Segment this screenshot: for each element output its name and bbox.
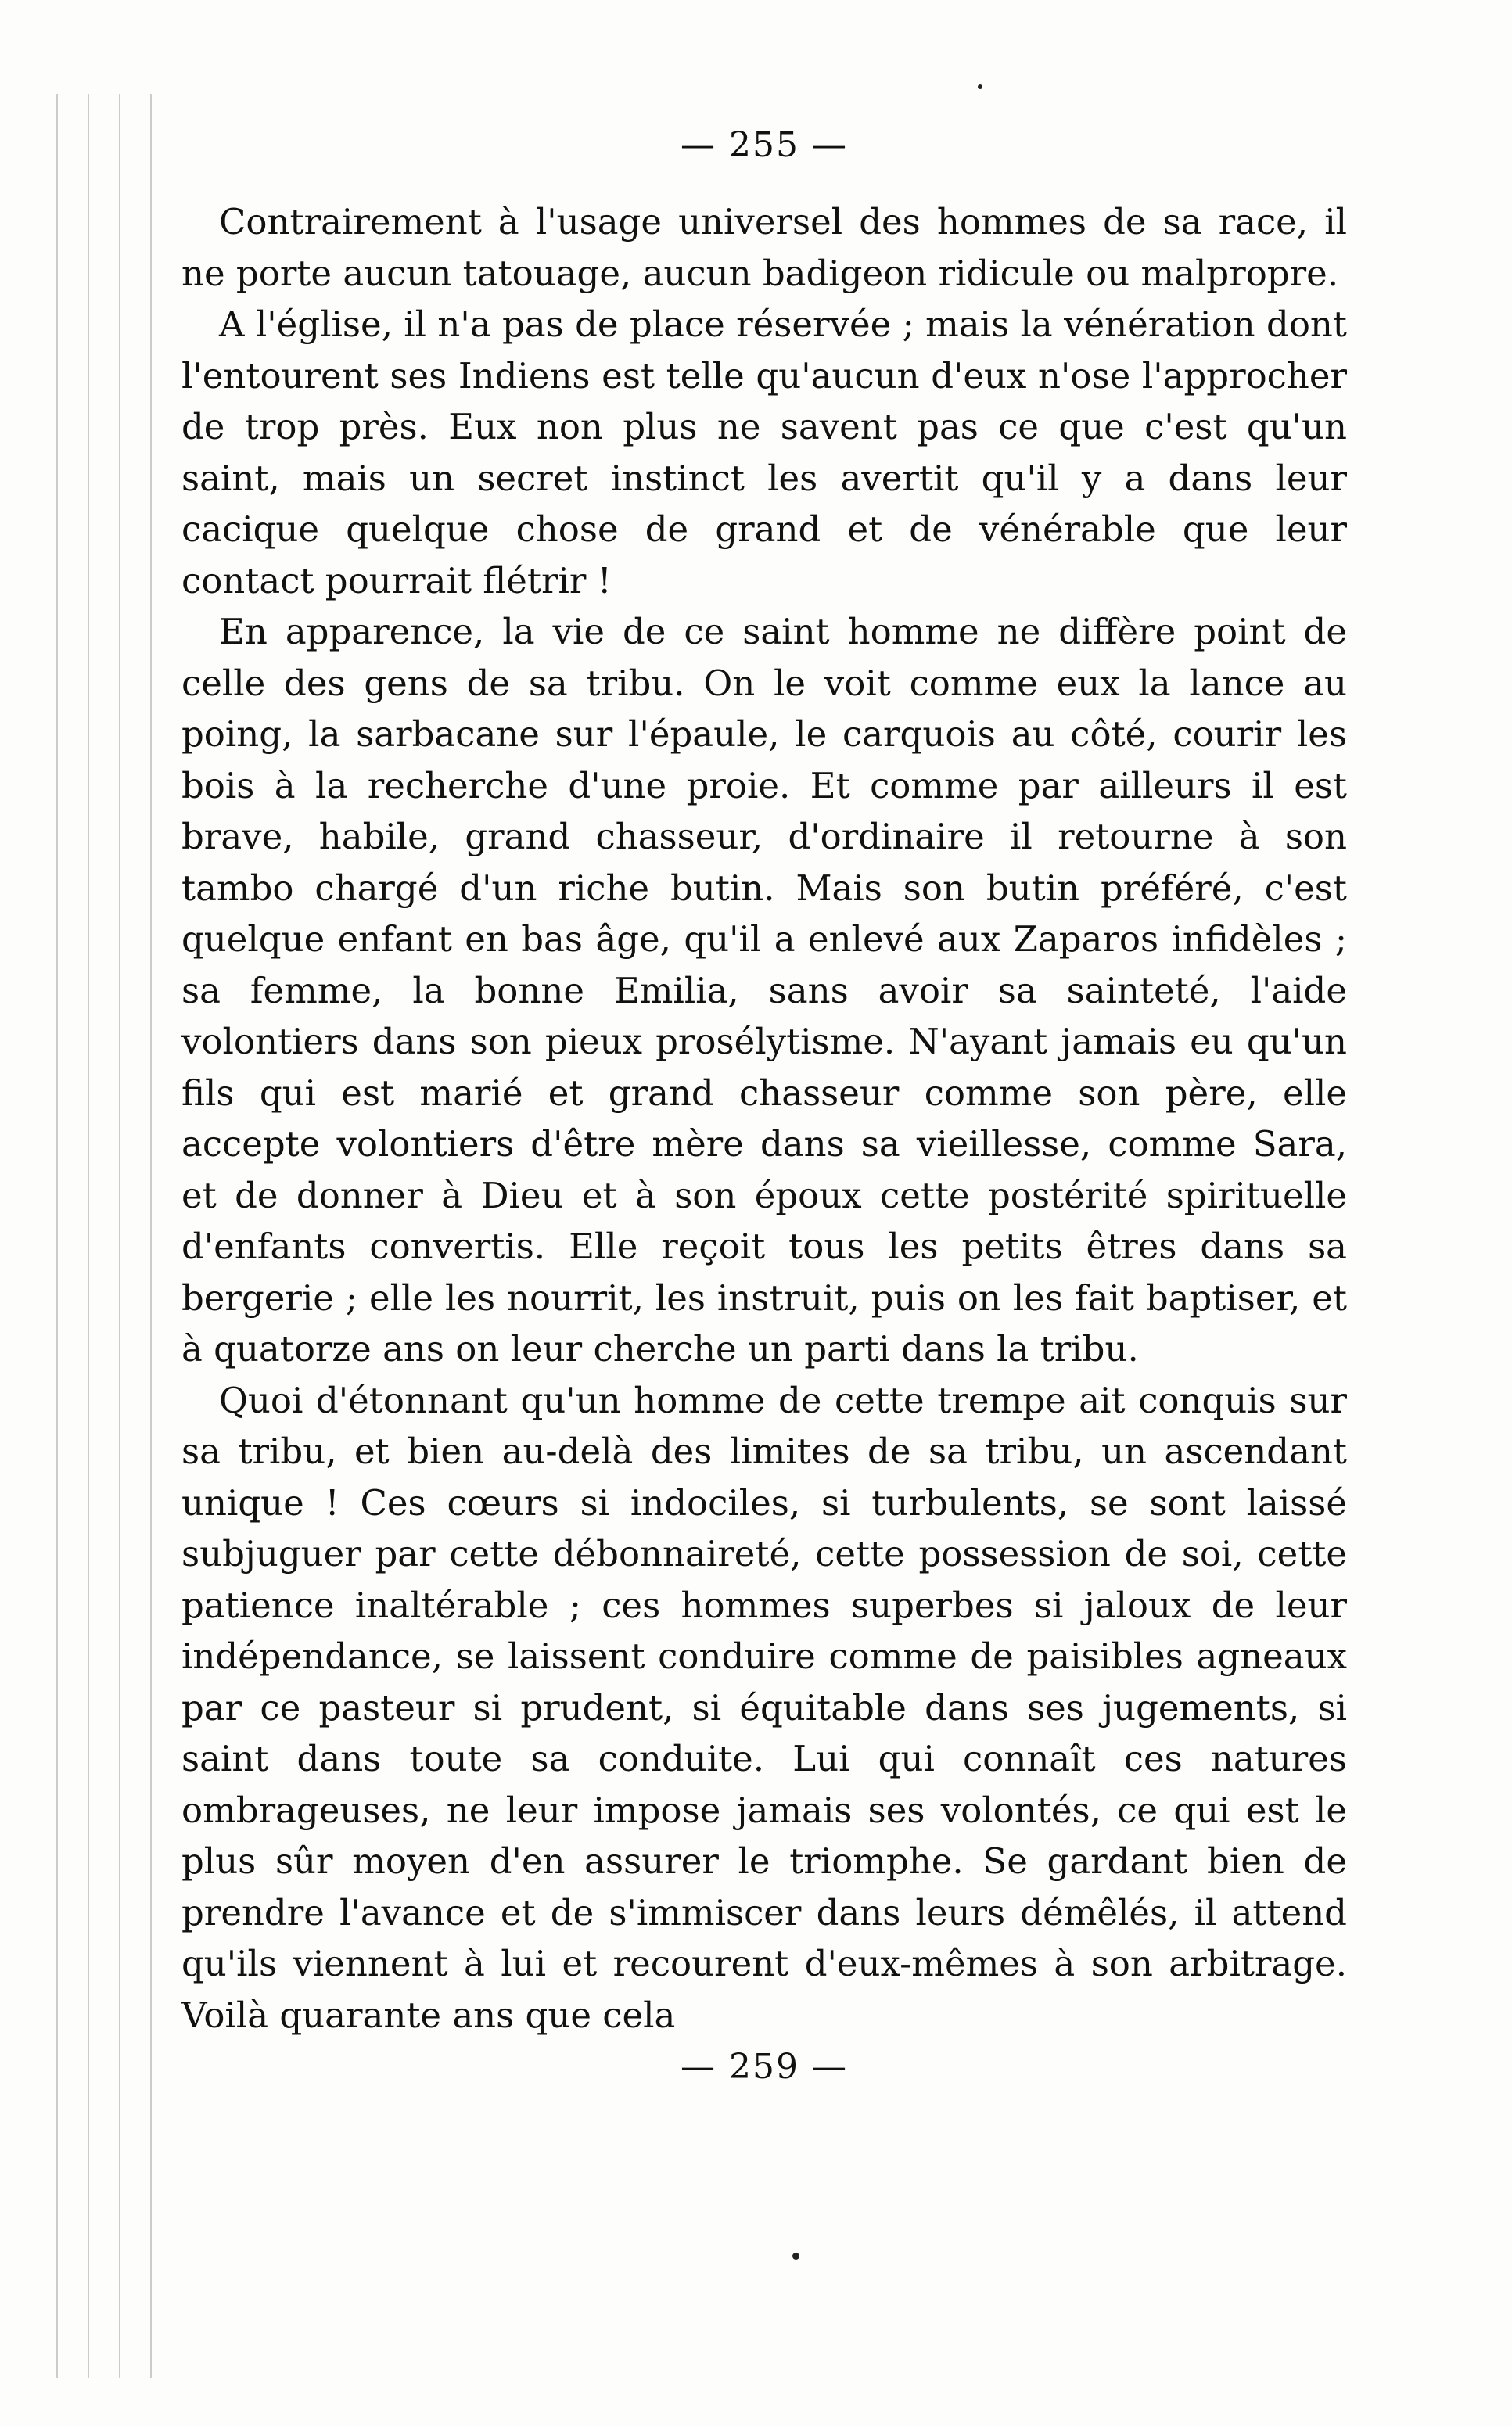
book-page [181,125,1347,2118]
ink-speck [792,2253,799,2260]
paragraph-1: Contrairement à l'usage universel des hommes de sa race, il ne porte aucun tatouage, aucun badigeon ridicule ou malpropre. [181,201,1347,294]
binding-gutter [47,94,172,2378]
page-number-bottom: — 259 — [681,2047,848,2087]
paragraph-3: En apparence, la vie de ce saint homme ne diffère point de celle des gens de sa tribu. On le voit comme eux la lance au poing, la sarbacane sur l'épaule, le carquois au côté, courir les bois à la recherche d'une proie. Et comme par ailleurs il est brave, habile, grand chasseur, d'ordinaire il retourne à son tambo chargé d'un riche butin. Mais son butin préféré, c'est quelque enfant en bas âge, qu'il a enlevé aux Zaparos infidèles ; sa femme, la bonne Emilia, sans avoir sa sainteté, l'aide volontiers dans son pieux prosélytisme. N'ayant jamais eu qu'un fils qui est marié et grand chasseur comme son père, elle accepte volontiers d'être mère dans sa vieillesse, comme Sara, et de donner à Dieu et à son époux cette postérité spirituelle d'enfants convertis. Elle reçoit tous les petits êtres dans sa bergerie ; elle les nourrit, les instruit, puis on les fait baptiser, et à quatorze ans on leur cherche un parti dans la tribu. [181,611,1347,1370]
page-number-top: — 255 — [681,125,848,165]
paragraph-4: Quoi d'étonnant qu'un homme de cette trempe ait conquis sur sa tribu, et bien au-delà des limites de sa tribu, un ascendant unique ! Ces cœurs si indociles, si turbulents, se sont laissé subjuguer par cette débonnaireté, cette possession de soi, cette patience inaltérable ; ces hommes superbes si jaloux de leur indépendance, se laissent conduire comme de paisibles agneaux par ce pasteur si prudent, si équitable dans ses jugements, si saint dans toute sa conduite. Lui qui connaît ces natures ombrageuses, ne leur impose jamais ses volontés, ce qui est le plus sûr moyen d'en assurer le triomphe. Se gardant bien de prendre l'avance et de s'immiscer dans leurs démêlés, il attend qu'ils viennent à lui et recourent d'eux-mêmes à son arbitrage. Voilà quarante ans que cela [181,1379,1347,2036]
ink-speck [978,84,982,89]
paragraph-2: A l'église, il n'a pas de place réservée ; mais la vénération dont l'entourent ses Indiens est telle qu'aucun d'eux n'ose l'approcher de trop près. Eux non plus ne savent pas ce que c'est qu'un saint, mais un secret instinct les avertit qu'il y a dans leur cacique quelque chose de grand et de vénérable que leur contact pourrait flétrir ! [181,303,1347,601]
